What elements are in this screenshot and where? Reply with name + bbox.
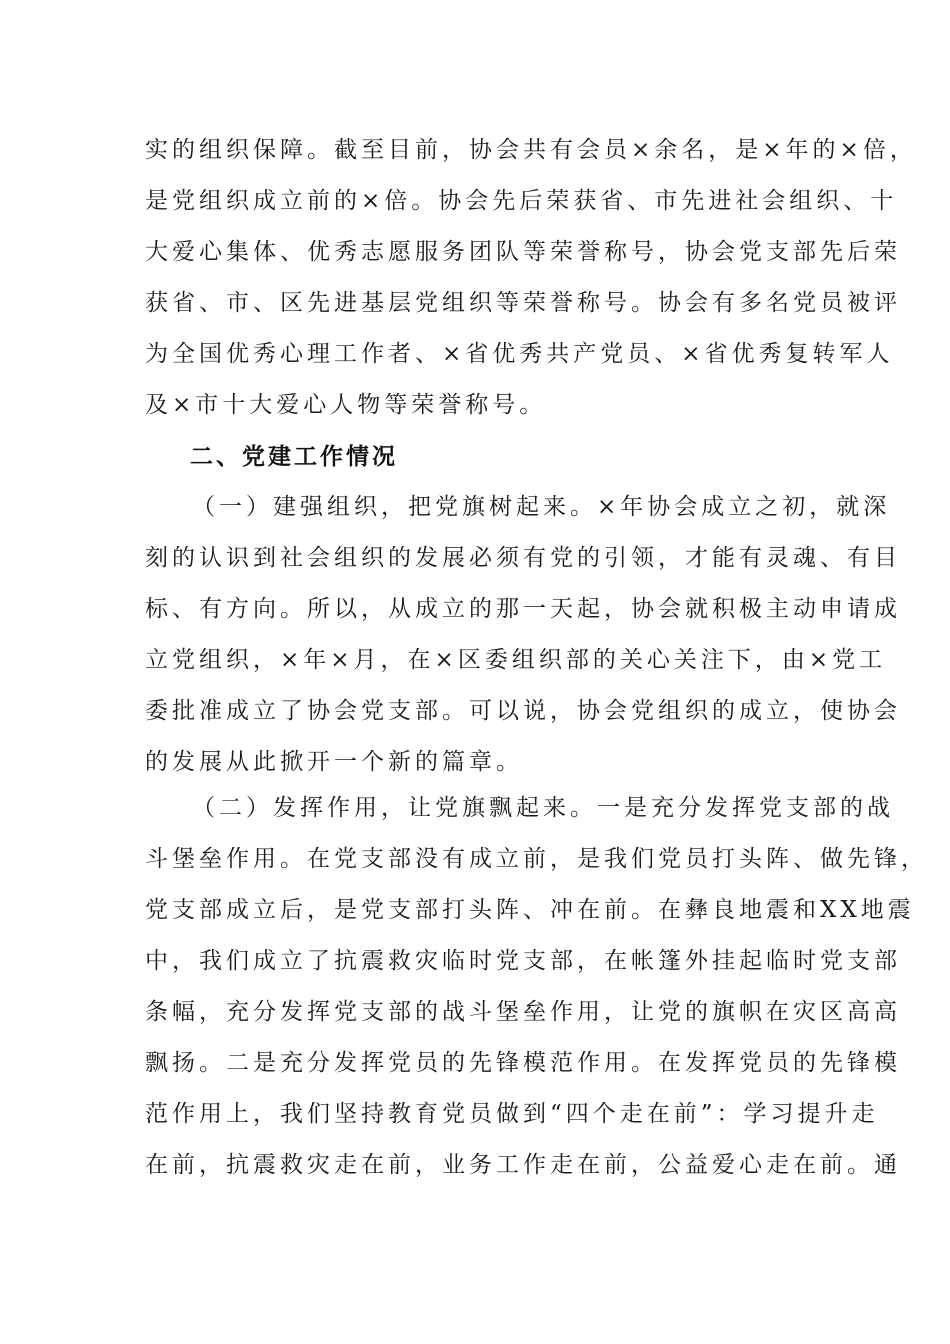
text-line: 实的组织保障。截至目前，协会共有会员×余名，是×年的×倍， — [145, 137, 917, 163]
text-line: 的发展从此掀开一个新的篇章。 — [145, 749, 523, 775]
text-line: 党支部成立后，是党支部打头阵、冲在前。在彝良地震和XX地震 — [145, 897, 915, 923]
section-heading: 二、党建工作情况 — [190, 444, 398, 470]
text-line: （二）发挥作用，让党旗飘起来。一是充分发挥党支部的战 — [192, 795, 894, 821]
text-line: 委批准成立了协会党支部。可以说，协会党组织的成立，使协会 — [145, 698, 901, 724]
text-line: 立党组织，×年×月，在×区委组织部的关心关注下，由×党工 — [145, 647, 887, 673]
text-line: 为全国优秀心理工作者、×省优秀共产党员、×省优秀复转军人 — [145, 341, 894, 367]
text-line: 及×市十大爱心人物等荣誉称号。 — [145, 392, 547, 418]
text-line: 获省、市、区先进基层党组织等荣誉称号。协会有多名党员被评 — [145, 290, 901, 316]
text-line: 条幅，充分发挥党支部的战斗堡垒作用，让党的旗帜在灾区高高 — [145, 999, 901, 1025]
text-line: 中，我们成立了抗震救灾临时党支部，在帐篷外挂起临时党支部 — [145, 948, 901, 974]
text-line: 在前，抗震救灾走在前，业务工作走在前，公益爱心走在前。通 — [145, 1152, 901, 1178]
text-line: 刻的认识到社会组织的发展必须有党的引领，才能有灵魂、有目 — [145, 545, 901, 571]
text-line: 范作用上，我们坚持教育党员做到“四个走在前”：学习提升走 — [145, 1101, 879, 1127]
text-line: 标、有方向。所以，从成立的那一天起，协会就积极主动申请成 — [145, 596, 901, 622]
text-line: 斗堡垒作用。在党支部没有成立前，是我们党员打头阵、做先锋， — [145, 846, 928, 872]
text-line: 飘扬。二是充分发挥党员的先锋模范作用。在发挥党员的先锋模 — [145, 1050, 901, 1076]
text-line: 是党组织成立前的×倍。协会先后荣获省、市先进社会组织、十 — [145, 188, 898, 214]
text-line: （一）建强组织，把党旗树起来。×年协会成立之初，就深 — [192, 494, 891, 520]
text-line: 大爱心集体、优秀志愿服务团队等荣誉称号，协会党支部先后荣 — [145, 239, 901, 265]
